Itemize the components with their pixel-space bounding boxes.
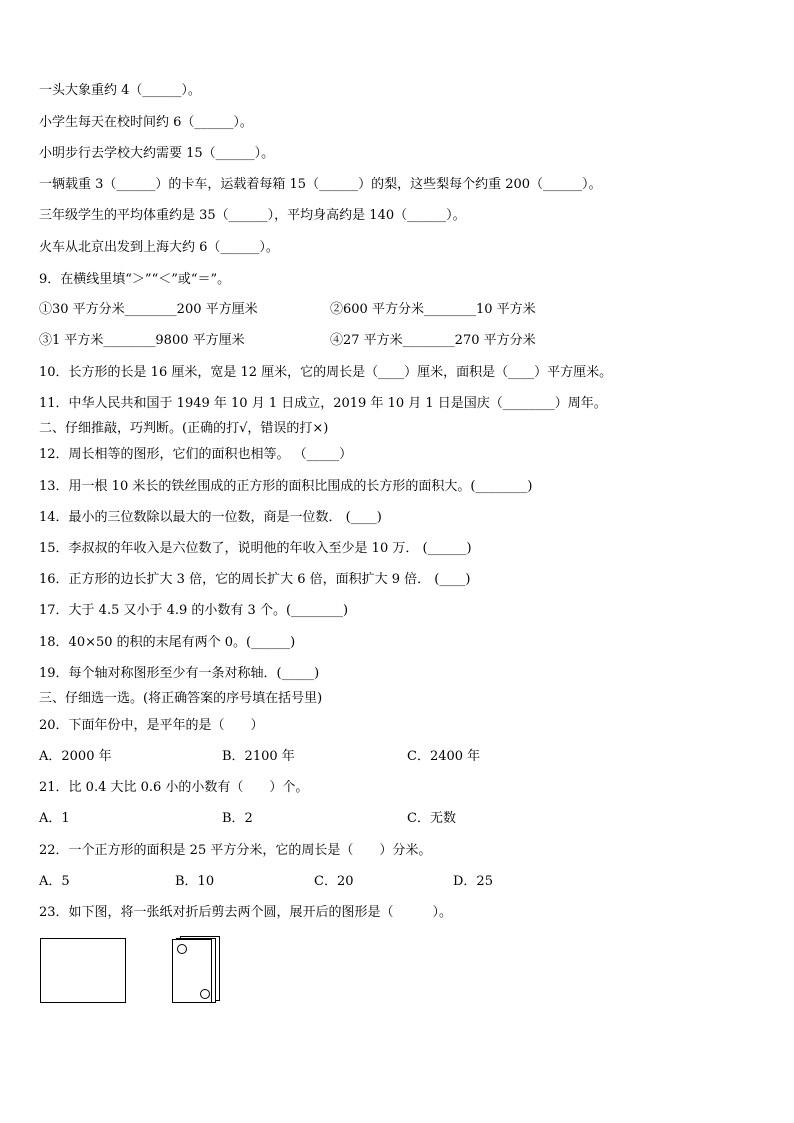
judge-item-17: 17．大于 4.5 又小于 4.9 的小数有 3 个。(________): [39, 603, 349, 618]
q20-option-c: C．2400 年: [407, 749, 481, 764]
q21-option-c: C．无数: [407, 811, 456, 826]
cut-circle-top-icon: [177, 944, 187, 954]
q22-stem: 22．一个正方形的面积是 25 平方分米，它的周长是（ ）分米。: [39, 843, 432, 858]
fill-line-walk-time: 小明步行去学校大约需要 15（______）。: [39, 146, 275, 161]
cut-circle-bottom-icon: [200, 989, 210, 999]
folded-paper-figure: [172, 936, 222, 1003]
q20-option-a: A．2000 年: [39, 749, 112, 764]
q9-item-2: ②600 平方分米________10 平方米: [330, 302, 536, 317]
judge-item-16: 16．正方形的边长扩大 3 倍，它的周长扩大 6 倍，面积扩大 9 倍． (____): [39, 572, 471, 587]
q21-stem: 21．比 0.4 大比 0.6 小的小数有（ ）个。: [39, 780, 309, 795]
q20-stem: 20．下面年份中，是平年的是（ ）: [39, 718, 264, 733]
fill-line-train: 火车从北京出发到上海大约 6（______）。: [39, 240, 279, 255]
judge-item-19: 19．每个轴对称图形至少有一条对称轴．(_____): [39, 666, 320, 681]
q22-option-c: C．20: [314, 874, 354, 889]
paper-front-layer: [172, 939, 212, 1003]
unfolded-paper-figure: [40, 938, 126, 1003]
q22-option-d: D．25: [453, 874, 493, 889]
judge-item-12: 12．周长相等的图形，它们的面积也相等。 （_____）: [39, 447, 353, 462]
q9-item-3: ③1 平方米________9800 平方厘米: [39, 333, 245, 348]
q22-option-a: A．5: [39, 874, 70, 889]
fill-line-school-time: 小学生每天在校时间约 6（______）。: [39, 115, 253, 130]
q10-text: 10．长方形的长是 16 厘米，宽是 12 厘米，它的周长是（____）厘米，面积是（____）平方厘米。: [39, 365, 613, 380]
judge-item-18: 18．40×50 的积的末尾有两个 0。(______): [39, 635, 296, 650]
q21-option-a: A．1: [39, 811, 70, 826]
q21-option-b: B．2: [222, 811, 253, 826]
q22-option-b: B．10: [175, 874, 215, 889]
fill-line-elephant: 一头大象重约 4（______）。: [39, 83, 201, 98]
judge-item-14: 14．最小的三位数除以最大的一位数，商是一位数． (____): [39, 510, 382, 525]
q20-option-b: B．2100 年: [222, 749, 295, 764]
q9-item-4: ④27 平方米________270 平方分米: [330, 333, 536, 348]
q9-item-1: ①30 平方分米________200 平方厘米: [39, 302, 258, 317]
q9-stem: 9．在横线里填“＞”“＜”或“＝”。: [39, 272, 231, 287]
judge-item-15: 15．李叔叔的年收入是六位数了，说明他的年收入至少是 10 万． (______): [39, 541, 472, 556]
q11-text: 11．中华人民共和国于 1949 年 10 月 1 日成立，2019 年 10 月 1 日是国庆（________）周年。: [39, 396, 607, 411]
section-2-heading: 二、仔细推敲，巧判断。(正确的打√，错误的打×): [39, 421, 329, 436]
q23-stem: 23．如下图，将一张纸对折后剪去两个圆，展开后的图形是（ ）。: [39, 905, 453, 920]
judge-item-13: 13．用一根 10 米长的铁丝围成的正方形的面积比围成的长方形的面积大。(________): [39, 479, 533, 494]
fill-line-student-weight: 三年级学生的平均体重约是 35（______），平均身高约是 140（______）。: [39, 208, 466, 223]
section-3-heading: 三、仔细选一选。(将正确答案的序号填在括号里): [39, 691, 323, 706]
fill-line-truck: 一辆载重 3（______）的卡车，运载着每箱 15（______）的梨，这些梨每个约重 200（______）。: [39, 177, 602, 192]
